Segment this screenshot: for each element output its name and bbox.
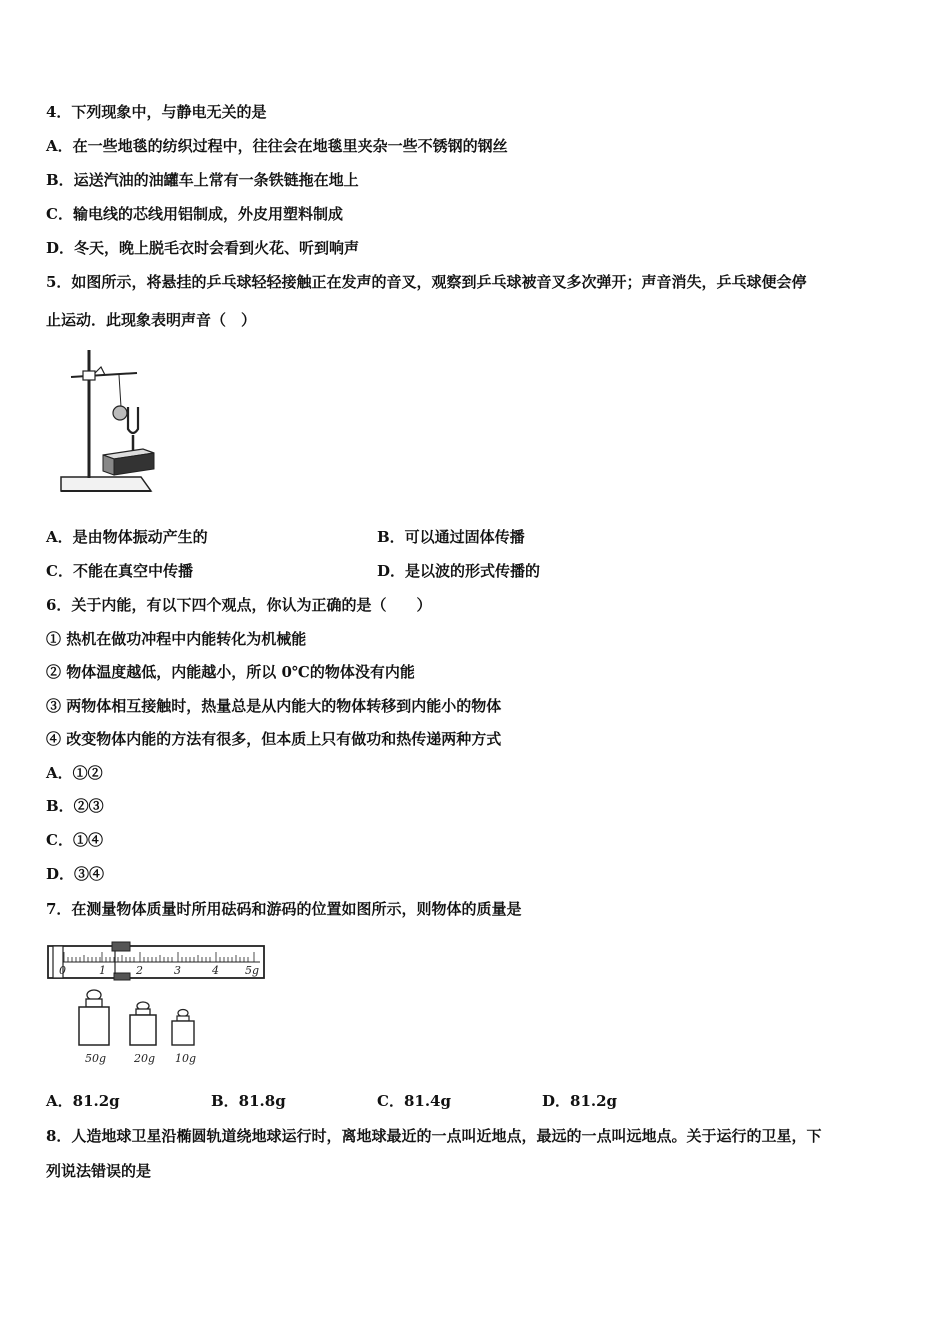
q5-option-b: B．可以通过固体传播 bbox=[377, 528, 525, 546]
q4-stem: 4．下列现象中，与静电无关的是 bbox=[46, 103, 267, 121]
q5-stem-line2: 止运动．此现象表明声音（ ） bbox=[46, 311, 257, 329]
q6-option-c: C．①④ bbox=[46, 831, 103, 849]
scale-tick-label-0: 0 bbox=[59, 964, 66, 977]
q6-statement-2: ② 物体温度越低，内能越小，所以 0℃的物体没有内能 bbox=[46, 663, 415, 681]
tuning-fork-apparatus-figure bbox=[55, 345, 165, 500]
scale-tick-label-2: 2 bbox=[136, 964, 143, 977]
scale-tick-label-5: 5g bbox=[245, 964, 260, 977]
q7-option-b: B．81.8g bbox=[211, 1092, 286, 1110]
q7-option-c: C．81.4g bbox=[377, 1092, 451, 1110]
q4-option-b: B．运送汽油的油罐车上常有一条铁链拖在地上 bbox=[46, 171, 359, 189]
scale-tick-label-4: 4 bbox=[212, 964, 219, 977]
q5-stem-line1: 5．如图所示，将悬挂的乒乓球轻轻接触正在发声的音叉，观察到乒乓球被音叉多次弹开；声音消失，乒乓球便会停 bbox=[46, 273, 807, 291]
balance-scale-and-weights-figure bbox=[44, 938, 272, 1068]
weight-10g bbox=[172, 1010, 194, 1046]
scale-tick-label-3: 3 bbox=[174, 964, 181, 977]
q8-stem-line1: 8．人造地球卫星沿椭圆轨道绕地球运行时，离地球最近的一点叫近地点，最远的一点叫远地点。关于运行的卫星，下 bbox=[46, 1127, 822, 1145]
scale-tick-label-1: 1 bbox=[99, 964, 106, 977]
q6-option-d: D．③④ bbox=[46, 865, 105, 883]
q8-stem-line2: 列说法错误的是 bbox=[46, 1162, 152, 1180]
q6-statement-1: ① 热机在做功冲程中内能转化为机械能 bbox=[46, 630, 307, 648]
weight-label-20g: 20g bbox=[134, 1052, 156, 1065]
q6-option-b: B．②③ bbox=[46, 797, 104, 815]
q6-option-a: A．①② bbox=[46, 764, 103, 782]
weight-50g bbox=[79, 990, 109, 1045]
q4-option-c: C．输电线的芯线用铝制成，外皮用塑料制成 bbox=[46, 205, 343, 223]
weight-label-10g: 10g bbox=[175, 1052, 197, 1065]
q7-stem: 7．在测量物体质量时所用砝码和游码的位置如图所示，则物体的质量是 bbox=[46, 900, 522, 918]
q4-option-d: D．冬天，晚上脱毛衣时会看到火花、听到响声 bbox=[46, 239, 360, 257]
q6-stem: 6．关于内能，有以下四个观点，你认为正确的是（ ） bbox=[46, 596, 432, 614]
q6-statement-4: ④ 改变物体内能的方法有很多，但本质上只有做功和热传递两种方式 bbox=[46, 730, 502, 748]
weight-label-50g: 50g bbox=[85, 1052, 107, 1065]
weight-20g bbox=[130, 1002, 156, 1045]
q7-option-a: A．81.2g bbox=[46, 1092, 120, 1110]
q5-option-d: D．是以波的形式传播的 bbox=[377, 562, 541, 580]
q5-option-c: C．不能在真空中传播 bbox=[46, 562, 193, 580]
q5-option-a: A．是由物体振动产生的 bbox=[46, 528, 208, 546]
q4-option-a: A．在一些地毯的纺织过程中，往往会在地毯里夹杂一些不锈钢的钢丝 bbox=[46, 137, 508, 155]
q6-statement-3: ③ 两物体相互接触时，热量总是从内能大的物体转移到内能小的物体 bbox=[46, 697, 502, 715]
q7-option-d: D．81.2g bbox=[542, 1092, 618, 1110]
